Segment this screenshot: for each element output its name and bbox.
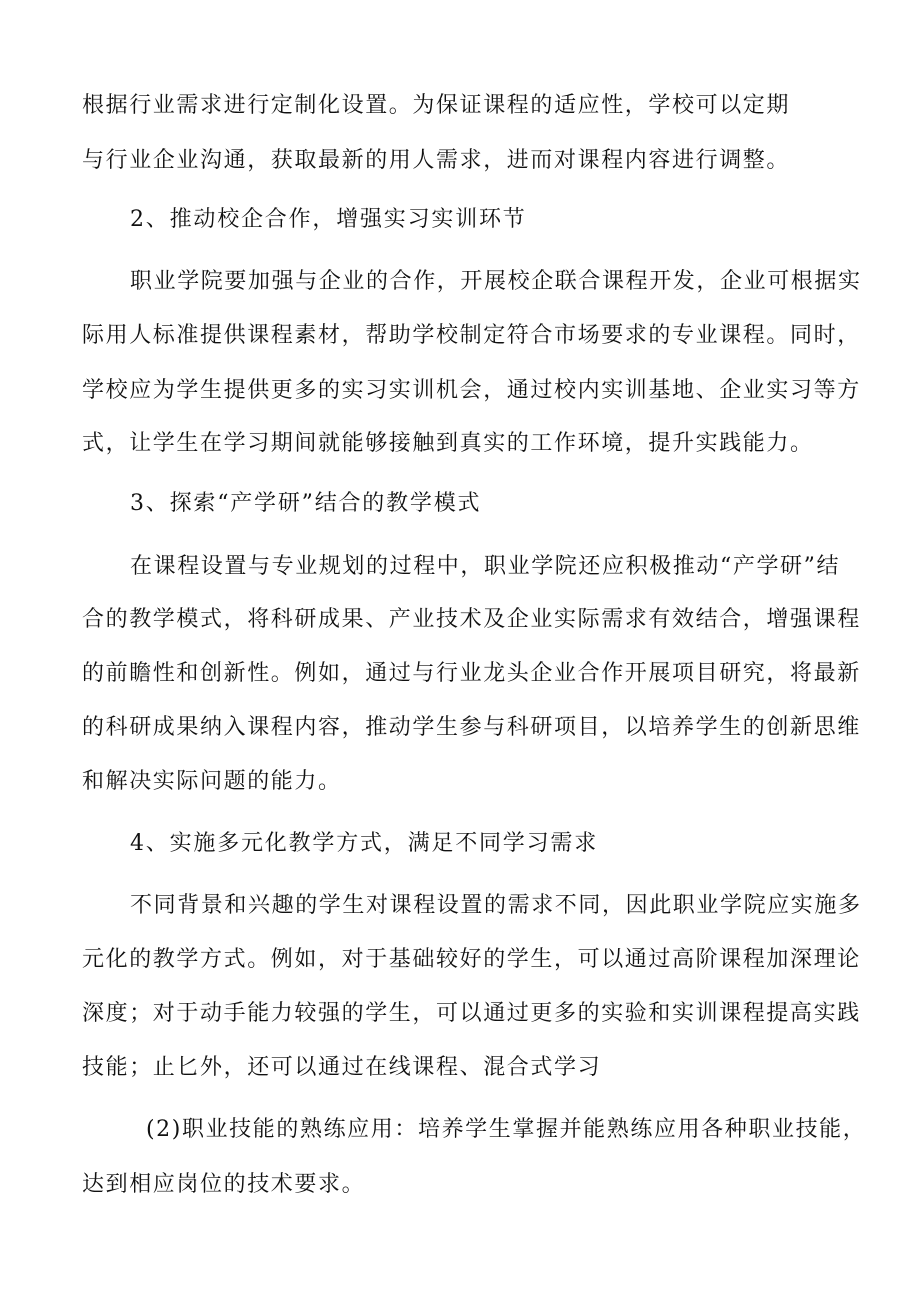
paragraph-line: 学校应为学生提供更多的实习实训机会，通过校内实训基地、企业实习等方 (82, 378, 861, 403)
paragraph-line: 与行业企业沟通，获取最新的用人需求，进而对课程内容进行调整。 (82, 148, 791, 173)
paragraph-line: 职业学院要加强与企业的合作，开展校企联合课程开发，企业可根据实 (130, 269, 862, 294)
section-heading-3: 3、探索“产学研”结合的教学模式 (130, 491, 482, 516)
section-heading-2: 2、推动校企合作，增强实习实训环节 (130, 207, 527, 232)
paragraph-line: 技能；止匕外，还可以通过在线课程、混合式学习 (82, 1055, 602, 1080)
paragraph-line: 达到相应岗位的技术要求。 (82, 1172, 366, 1197)
paragraph-line: 际用人标准提供课程素材，帮助学校制定符合市场要求的专业课程。同时， (82, 323, 861, 348)
section-heading-4: 4、实施多元化教学方式，满足不同学习需求 (130, 831, 598, 856)
list-item-2: (2)职业技能的熟练应用：培养学生掌握并能熟练应用各种职业技能， (146, 1117, 867, 1142)
paragraph-line: 在课程设置与专业规划的过程中，职业学院还应积极推动“产学研”结 (130, 554, 841, 579)
paragraph-line: 不同背景和兴趣的学生对课程设置的需求不同，因此职业学院应实施多 (130, 893, 862, 918)
paragraph-line: 合的教学模式，将科研成果、产业技术及企业实际需求有效结合，增强课程 (82, 607, 861, 632)
paragraph-line: 深度；对于动手能力较强的学生，可以通过更多的实验和实训课程提高实践 (82, 1001, 861, 1026)
paragraph-line: 和解决实际问题的能力。 (82, 769, 342, 794)
paragraph-line: 式，让学生在学习期间就能够接触到真实的工作环境，提升实践能力。 (82, 431, 814, 456)
paragraph-line: 的科研成果纳入课程内容，推动学生参与科研项目，以培养学生的创新思维 (82, 715, 861, 740)
paragraph-line: 元化的教学方式。例如，对于基础较好的学生，可以通过高阶课程加深理论 (82, 947, 861, 972)
paragraph-line: 的前瞻性和创新性。例如，通过与行业龙头企业合作开展项目研究，将最新 (82, 661, 861, 686)
paragraph-line: 根据行业需求进行定制化设置。为保证课程的适应性，学校可以定期 (82, 93, 791, 118)
